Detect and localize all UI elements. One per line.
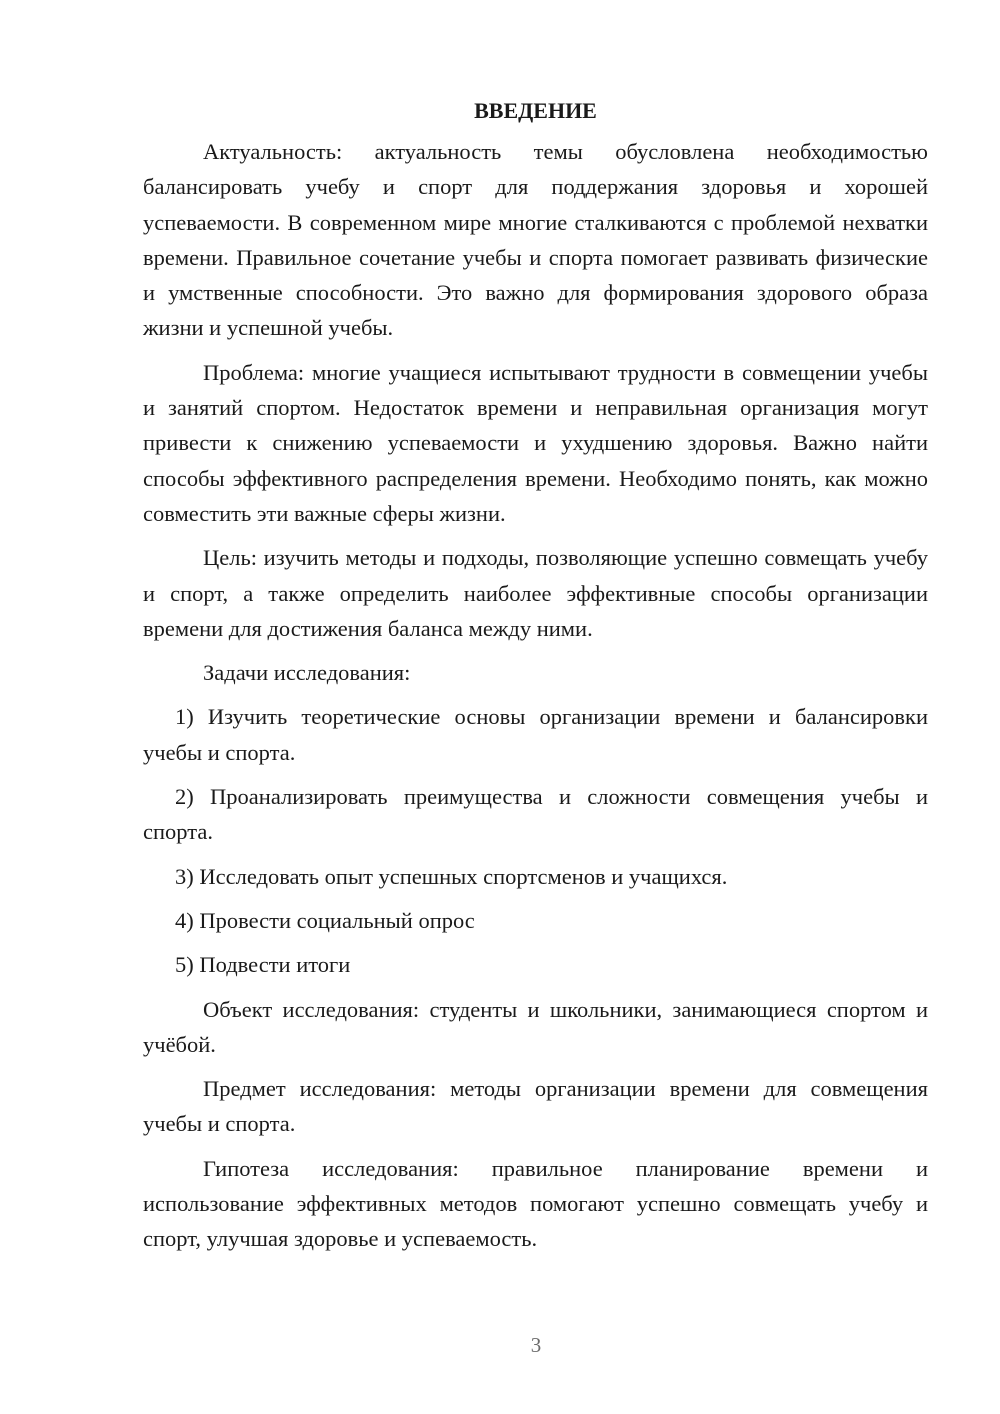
paragraph-problem: Проблема: многие учащиеся испытывают трудности в совмещении учебы и занятий спортом. Недостаток времени и неправильная организация могут привести к снижению успеваемости и ухудшению здоровья. Важно найти способы эффективного распределения времени. Необходимо понять, как можно совместить эти важные сферы жизни. — [143, 359, 928, 526]
tasks-list — [143, 699, 928, 982]
task-item-3: 3) Исследовать опыт успешных спортсменов и учащихся. — [175, 863, 728, 889]
task-item-2: 2) Проанализировать преимущества и сложности совмещения учебы и спорта. — [143, 784, 928, 845]
paragraph-subject: Предмет исследования: методы организации времени для совмещения учебы и спорта. — [143, 1076, 928, 1137]
section-title: ВВЕДЕНИЕ — [474, 98, 597, 123]
page-content — [143, 96, 928, 1266]
task-item-4: 4) Провести социальный опрос — [175, 907, 475, 933]
paragraph-goal: Цель: изучить методы и подходы, позволяющие успешно совмещать учебу и спорт, а также определить наиболее эффективные способы организации времени для достижения баланса между ними. — [143, 545, 928, 641]
paragraph-hypothesis: Гипотеза исследования: правильное планирование времени и использование эффективных методов помогают успешно совмещать учебу и спорт, улучшая здоровье и успеваемость. — [143, 1155, 928, 1252]
task-item-5: 5) Подвести итоги — [175, 952, 351, 978]
task-item-1: 1) Изучить теоретические основы организации времени и балансировки учебы и спорта. — [143, 704, 928, 765]
paragraph-object: Объект исследования: студенты и школьники, занимающиеся спортом и учёбой. — [143, 996, 928, 1057]
paragraph-tasks-heading: Задачи исследования: — [203, 660, 411, 686]
paragraph-relevance: Актуальность: актуальность темы обусловлена необходимостью балансировать учебу и спорт для поддержания здоровья и хорошей успеваемости. В современном мире многие сталкиваются с проблемой нехватки времени. Правильное сочетание учебы и спорта помогает развивать физические и умственные способности. Это важно для формирования здорового образа жизни и успешной учебы. — [143, 139, 928, 341]
page-number: 3 — [530, 1333, 542, 1357]
